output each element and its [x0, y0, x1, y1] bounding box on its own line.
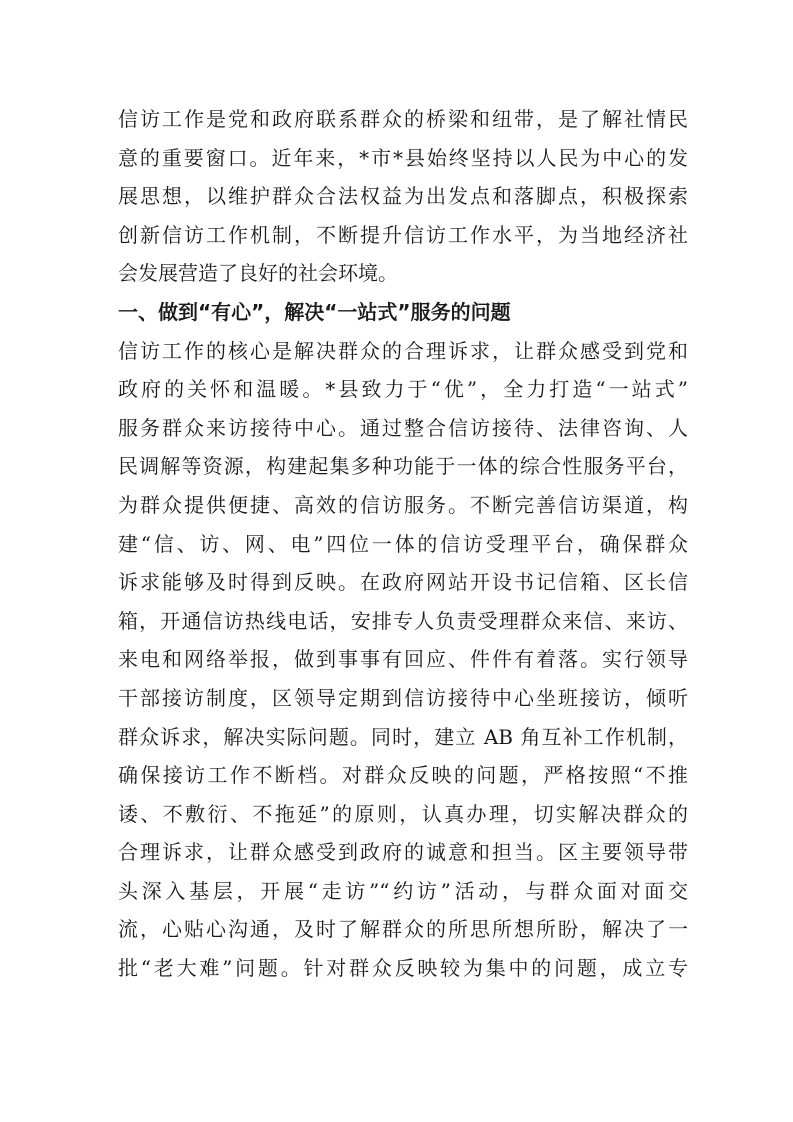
paragraph-line: 民调解等资源，构建起集多种功能于一体的综合性服务平台， — [118, 454, 688, 479]
paragraph-line: 意的重要窗口。近年来，*市*县始终坚持以人民为中心的发 — [118, 145, 688, 170]
paragraph-line: 来电和网络举报，做到事事有回应、件件有着落。实行领导 — [118, 647, 688, 672]
paragraph-line: 政府的关怀和温暖。*县致力于“优”，全力打造“一站式” — [118, 377, 688, 402]
paragraph-line: 信访工作的核心是解决群众的合理诉求，让群众感受到党和 — [118, 338, 688, 363]
paragraph-line: 诿、不敷衍、不拖延”的原则，认真办理，切实解决群众的 — [118, 801, 688, 826]
paragraph-line: 头深入基层，开展“走访”“约访”活动，与群众面对面交 — [118, 878, 688, 903]
section-paragraph — [118, 332, 688, 988]
document-body — [118, 100, 688, 988]
paragraph-line: 干部接访制度，区领导定期到信访接待中心坐班接访，倾听 — [118, 685, 688, 710]
paragraph-line: 批“老大难”问题。针对群众反映较为集中的问题，成立专 — [118, 956, 688, 981]
paragraph-line: 创新信访工作机制，不断提升信访工作水平，为当地经济社 — [118, 222, 688, 247]
paragraph-line: 信访工作是党和政府联系群众的桥梁和纽带，是了解社情民 — [118, 107, 688, 131]
paragraph-line: 服务群众来访接待中心。通过整合信访接待、法律咨询、人 — [118, 415, 688, 440]
paragraph-line: 建“信、访、网、电”四位一体的信访受理平台，确保群众 — [118, 531, 688, 556]
paragraph-line: 确保接访工作不断档。对群众反映的问题，严格按照“不推 — [118, 763, 688, 788]
section-heading: 一、做到“有心”，解决“一站式”服务的问题 — [118, 299, 511, 324]
intro-paragraph — [118, 100, 688, 293]
paragraph-line: 会发展营造了良好的社会环境。 — [118, 261, 398, 286]
paragraph-line: 箱，开通信访热线电话，安排专人负责受理群众来信、来访、 — [118, 608, 688, 633]
paragraph-line: 为群众提供便捷、高效的信访服务。不断完善信访渠道，构 — [118, 492, 688, 517]
paragraph-line: 流，心贴心沟通，及时了解群众的所思所想所盼，解决了一 — [118, 917, 688, 942]
paragraph-line: 诉求能够及时得到反映。在政府网站开设书记信箱、区长信 — [118, 570, 688, 595]
paragraph-line: 展思想，以维护群众合法权益为出发点和落脚点，积极探索 — [118, 184, 688, 209]
paragraph-line: 合理诉求，让群众感受到政府的诚意和担当。区主要领导带 — [118, 840, 688, 865]
paragraph-line: 群众诉求，解决实际问题。同时，建立 AB 角互补工作机制， — [118, 724, 688, 749]
